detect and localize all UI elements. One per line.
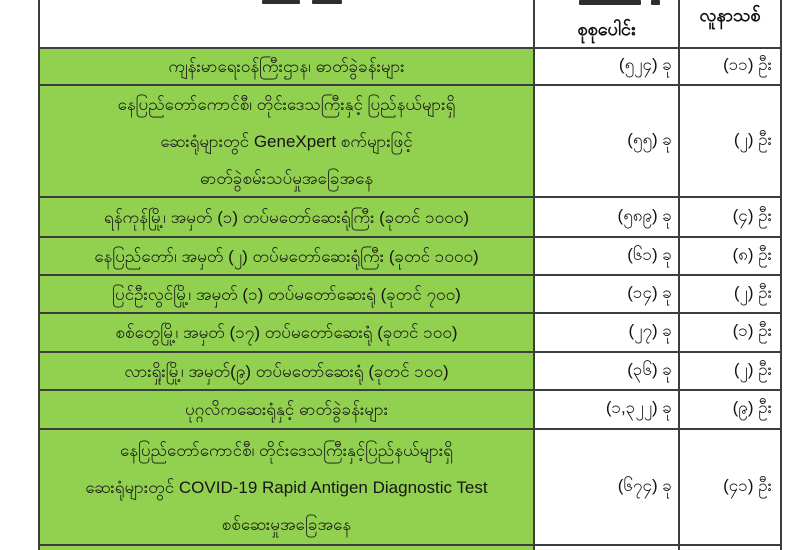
new-cases-cell — [678, 86, 780, 196]
total-value: (၆၁) ခု — [627, 244, 672, 264]
new-cases-value: (၂) ဦး — [733, 282, 772, 302]
new-cases-value: (၄၁) ဦး — [723, 475, 772, 495]
row-label-cell — [40, 430, 533, 544]
header-description-cell — [40, 0, 533, 47]
row-label-cell — [40, 353, 533, 389]
total-value: (၅၂၄) ခု — [618, 55, 672, 74]
new-cases-cell — [678, 314, 780, 351]
row-label-line: ဆေးရုံများတွင် COVID-19 Rapid Antigen Diagnostic Test — [85, 477, 488, 497]
new-cases-cell — [678, 430, 780, 544]
row-label-cell — [40, 198, 533, 236]
table-row — [40, 198, 780, 238]
total-cell — [533, 353, 678, 389]
table-row — [40, 276, 780, 314]
table-row — [40, 314, 780, 353]
new-cases-value: (၂) ဦး — [733, 359, 772, 379]
header-total-label: စုစုပေါင်း — [577, 19, 636, 39]
total-value: (၆၇၄) ခု — [617, 475, 672, 495]
row-label-cell — [40, 49, 533, 84]
total-cell — [533, 430, 678, 544]
header-new-cases-label: လူနာသစ် — [699, 5, 761, 25]
new-cases-value: (၄) ဦး — [732, 205, 772, 225]
total-cell — [533, 86, 678, 196]
row-label-line: နေပြည်တော်ကောင်စီ၊ တိုင်းဒေသကြီးနှင့်ပြည်နယ်များရှိ — [120, 440, 453, 460]
total-value: (၁၄) ခု — [627, 282, 672, 302]
total-cell — [533, 391, 678, 428]
new-cases-cell — [678, 391, 780, 428]
row-label: ပြင်ဦးလွင်မြို့၊ အမှတ် (၁) တပ်မတော်ဆေးရုံ (ခုတင် ၇၀၀) — [112, 284, 461, 304]
total-cell — [533, 546, 678, 550]
row-label: ရန်ကုန်မြို့၊ အမှတ် (၁) တပ်မတော်ဆေးရုံကြီး (ခုတင် ၁၀၀၀) — [104, 207, 469, 227]
total-value: (၅၅) ခု — [627, 129, 672, 149]
row-label-line: နေပြည်တော်ကောင်စီ၊ တိုင်းဒေသကြီးနှင့် ပြည်နယ်များရှိ — [117, 94, 456, 114]
row-label-cell — [40, 86, 533, 196]
new-cases-cell — [678, 276, 780, 312]
new-cases-cell — [678, 238, 780, 274]
row-label: စစ်တွေမြို့၊ အမှတ် (၁၇) တပ်မတော်ဆေးရုံ (ခုတင် ၁၀၀) — [115, 323, 458, 342]
row-label: ပုဂ္ဂလိကဆေးရုံနှင့် ဓာတ်ခွဲခန်းများ — [184, 400, 389, 419]
header-new-cases-cell — [678, 0, 780, 47]
total-value: (၃၆) ခု — [627, 359, 672, 379]
clipped-text-fragment — [579, 0, 641, 5]
new-cases-cell — [678, 546, 780, 550]
row-label-cell — [40, 276, 533, 312]
new-cases-cell — [678, 198, 780, 236]
total-value: (၁,၃၂၂) ခု — [605, 398, 672, 417]
clipped-text-fragment — [312, 0, 342, 4]
row-label-line: ဆေးရုံများတွင် GeneXpert စက်များဖြင့် — [160, 131, 413, 151]
total-cell — [533, 238, 678, 274]
header-total-cell — [533, 0, 678, 47]
row-label: နေပြည်တော်၊ အမှတ် (၂) တပ်မတော်ဆေးရုံကြီး (ခုတင် ၁၀၀၀) — [94, 246, 479, 266]
new-cases-value: (၈) ဦး — [732, 244, 772, 264]
total-cell — [533, 314, 678, 351]
total-value: (၂၇) ခု — [628, 321, 672, 340]
row-label-cell — [40, 391, 533, 428]
table-row — [40, 86, 780, 198]
new-cases-value: (၉) ဦး — [732, 398, 772, 417]
new-cases-cell — [678, 353, 780, 389]
total-cell — [533, 49, 678, 84]
row-label-line: စစ်ဆေးမှုအခြေအနေ — [221, 514, 352, 534]
table-row — [40, 49, 780, 86]
total-cell — [533, 198, 678, 236]
new-cases-value: (၁) ဦး — [732, 321, 772, 340]
table-row — [40, 430, 780, 546]
statistics-table — [38, 0, 782, 550]
row-label-line: ဓာတ်ခွဲစမ်းသပ်မှုအခြေအနေ — [199, 168, 374, 188]
clipped-text-fragment — [651, 0, 660, 5]
total-cell — [533, 276, 678, 312]
row-label: လားရှိုးမြို့၊ အမှတ်(၉) တပ်မတော်ဆေးရုံ (ခုတင် ၁၀၀) — [124, 361, 449, 381]
table-row — [40, 546, 780, 550]
table-row — [40, 353, 780, 391]
table-header-row — [40, 0, 780, 49]
total-value: (၅၈၉) ခု — [617, 205, 672, 225]
row-label: ကျန်းမာရေးဝန်ကြီးဌာန၊ ဓာတ်ခွဲခန်းများ — [168, 57, 405, 76]
table-row — [40, 391, 780, 430]
new-cases-cell — [678, 49, 780, 84]
new-cases-value: (၁၁) ဦး — [723, 55, 772, 74]
row-label-cell — [40, 314, 533, 351]
table-row — [40, 238, 780, 276]
new-cases-value: (၂) ဦး — [733, 129, 772, 149]
row-label-cell — [40, 546, 533, 550]
clipped-text-fragment — [262, 0, 300, 4]
row-label-cell — [40, 238, 533, 274]
